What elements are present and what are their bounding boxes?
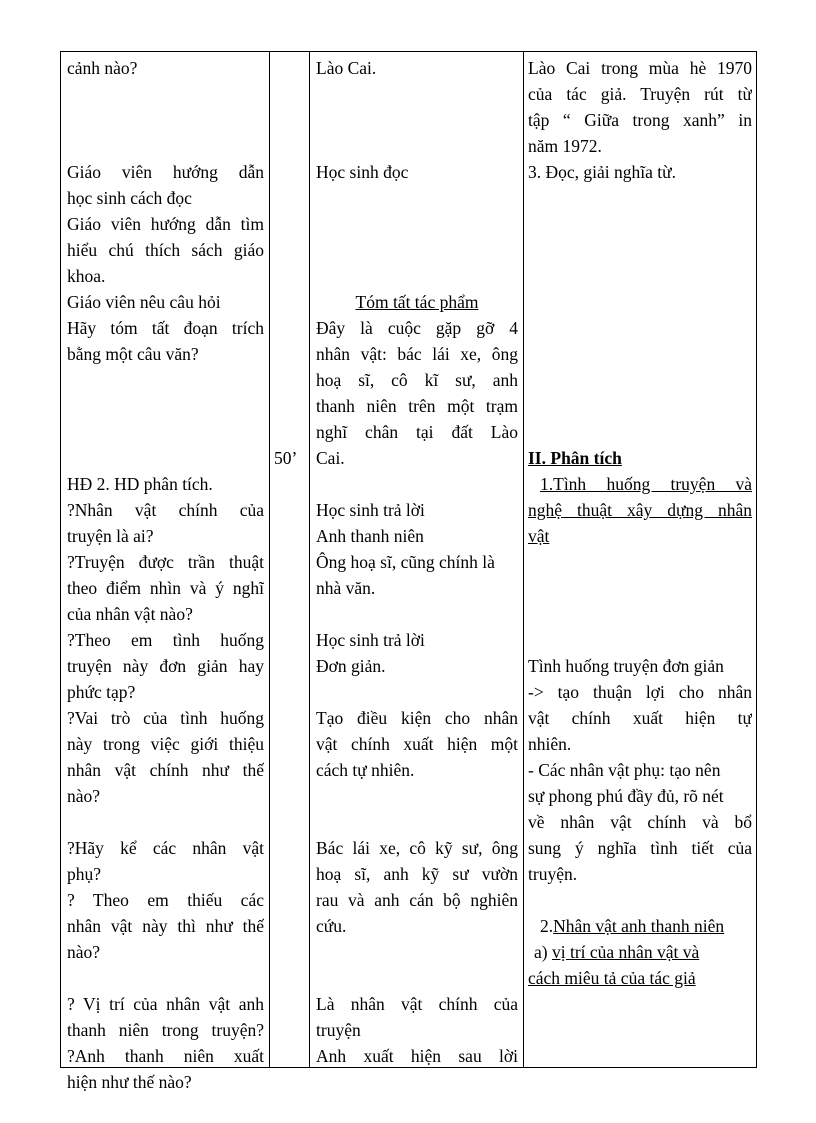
text-line: về nhân vật chính và bổ [528, 812, 752, 832]
text-line: học sinh cách đọc [67, 188, 192, 208]
text-line: nhân vật: bác lái xe, ông [316, 344, 518, 364]
text-line: cứu. [316, 916, 347, 936]
student-activity-column [316, 55, 518, 1069]
text-line: - Các nhân vật phụ: tạo nên [528, 760, 721, 780]
content-column [528, 55, 752, 991]
text-line: nhà văn. [316, 578, 376, 598]
section-number: II. [528, 448, 546, 468]
text-line: Học sinh đọc [316, 162, 409, 182]
subheading-line: vật [528, 526, 550, 546]
subheading-line: cách miêu tả của tác giả [528, 968, 696, 988]
text-line: truyện. [528, 864, 578, 884]
column-divider-3 [523, 52, 524, 1067]
summary-title: Tóm tất tác phẩm [355, 292, 479, 312]
text-line: Tạo điều kiện cho nhân [316, 708, 518, 728]
activity-heading: HĐ 2. HD phân tích. [67, 474, 213, 494]
text-line: năm 1972. [528, 136, 602, 156]
text-line: Hãy tóm tất đoạn trích [67, 318, 264, 338]
section-label: Phân tích [550, 448, 622, 468]
subheading-label: vị trí của nhân vật và [551, 942, 700, 962]
text-line: cách tự nhiên. [316, 760, 415, 780]
text-line: Học sinh trả lời [316, 630, 425, 650]
text-line: hoạ sĩ, anh kỹ sư vườn [316, 864, 518, 884]
text-line: Bác lái xe, cô kỹ sư, ông [316, 838, 518, 858]
subheading-number: a) [534, 942, 548, 962]
section-heading-analysis [528, 445, 752, 471]
text-line: hiện như thế nào? [67, 1072, 192, 1092]
text-line: Là nhân vật chính của [316, 994, 518, 1014]
text-line: ?Anh thanh niên xuất [67, 1046, 264, 1066]
text-line: Tình huống truyện đơn giản [528, 656, 724, 676]
question-text: cảnh nào? [67, 58, 138, 78]
subheading-character [528, 913, 752, 939]
lesson-plan-table [60, 51, 757, 1092]
text-line: nghĩ chân tại đất Lào [316, 422, 518, 442]
text-line: vật chính xuất hiện một [316, 734, 518, 754]
text-line: truyện này đơn giản hay [67, 656, 264, 676]
text-line: Anh thanh niên [316, 526, 424, 546]
text-line: ?Hãy kể các nhân vật [67, 838, 264, 858]
teacher-activity-column [67, 55, 264, 1095]
text-line: ? Theo em thiếu các [67, 890, 264, 910]
text-line: khoa. [67, 266, 106, 286]
section-heading: 3. Đọc, giải nghĩa từ. [528, 162, 676, 182]
text-line: hoạ sĩ, cô kĩ sư, anh [316, 370, 518, 390]
text-line: Đây là cuộc gặp gỡ 4 [316, 318, 518, 338]
text-line: Giáo viên hướng dẫn [67, 162, 264, 182]
time-value: 50’ [274, 448, 298, 468]
text-line: ?Truyện được trần thuật [67, 552, 264, 572]
text-line: Đơn giản. [316, 656, 386, 676]
text-line: bằng một câu văn? [67, 344, 199, 364]
text-line: nào? [67, 786, 101, 806]
text-line: Lào Cai trong mùa hè 1970 [528, 58, 752, 78]
text-line: thanh niên trên một trạm [316, 396, 518, 416]
column-divider-2 [309, 52, 310, 1067]
text-line: của nhân vật nào? [67, 604, 193, 624]
text-line: ? Vị trí của nhân vật anh [67, 994, 264, 1014]
text-line: Anh xuất hiện sau lời [316, 1046, 518, 1066]
text-line: -> tạo thuận lợi cho nhân [528, 682, 752, 702]
text-line: phức tạp? [67, 682, 136, 702]
text-line: vật chính xuất hiện tự [528, 708, 752, 728]
text-line: nào? [67, 942, 101, 962]
text-line: tập “ Giữa trong xanh” in [528, 110, 752, 130]
text-line: hiểu chú thích sách giáo [67, 240, 264, 260]
text-line: Giáo viên nêu câu hỏi [67, 292, 221, 312]
text-line: này trong việc giới thiệu [67, 734, 264, 754]
text-line: Ông hoạ sĩ, cũng chính là [316, 552, 495, 572]
text-line: truyện là ai? [67, 526, 154, 546]
subheading-line: nghệ thuật xây dựng nhân [528, 500, 752, 520]
text-line: ?Theo em tình huống [67, 630, 264, 650]
text-line: nhân vật chính như thế [67, 760, 264, 780]
subheading-position [528, 939, 752, 965]
text-line: thanh niên trong truyện? [67, 1020, 264, 1040]
time-column [274, 55, 308, 471]
text-line: sung ý nghĩa tình tiết của [528, 838, 752, 858]
text-line: ?Nhân vật chính của [67, 500, 264, 520]
column-divider-1 [269, 52, 270, 1067]
subheading-line: 1.Tình huống truyện và [540, 474, 752, 494]
text-line: nhân vật này thì như thế [67, 916, 264, 936]
text-line: Lào Cai. [316, 58, 377, 78]
text-line: theo điểm nhìn và ý nghĩ [67, 578, 264, 598]
text-line: sự phong phú đầy đủ, rõ nét [528, 786, 724, 806]
text-line: ?Vai trò của tình huống [67, 708, 264, 728]
text-line: truyện [316, 1020, 361, 1040]
text-line: Học sinh trả lời [316, 500, 425, 520]
text-line: rau và anh cán bộ nghiên [316, 890, 518, 910]
text-line: Giáo viên hướng dẫn tìm [67, 214, 264, 234]
text-line: Cai. [316, 448, 345, 468]
text-line: phụ? [67, 864, 102, 884]
text-line: nhiên. [528, 734, 572, 754]
subheading-label: Nhân vật anh thanh niên [553, 916, 725, 936]
text-line: của tác giả. Truyện rút từ [528, 84, 752, 104]
subheading-number: 2. [540, 916, 554, 936]
